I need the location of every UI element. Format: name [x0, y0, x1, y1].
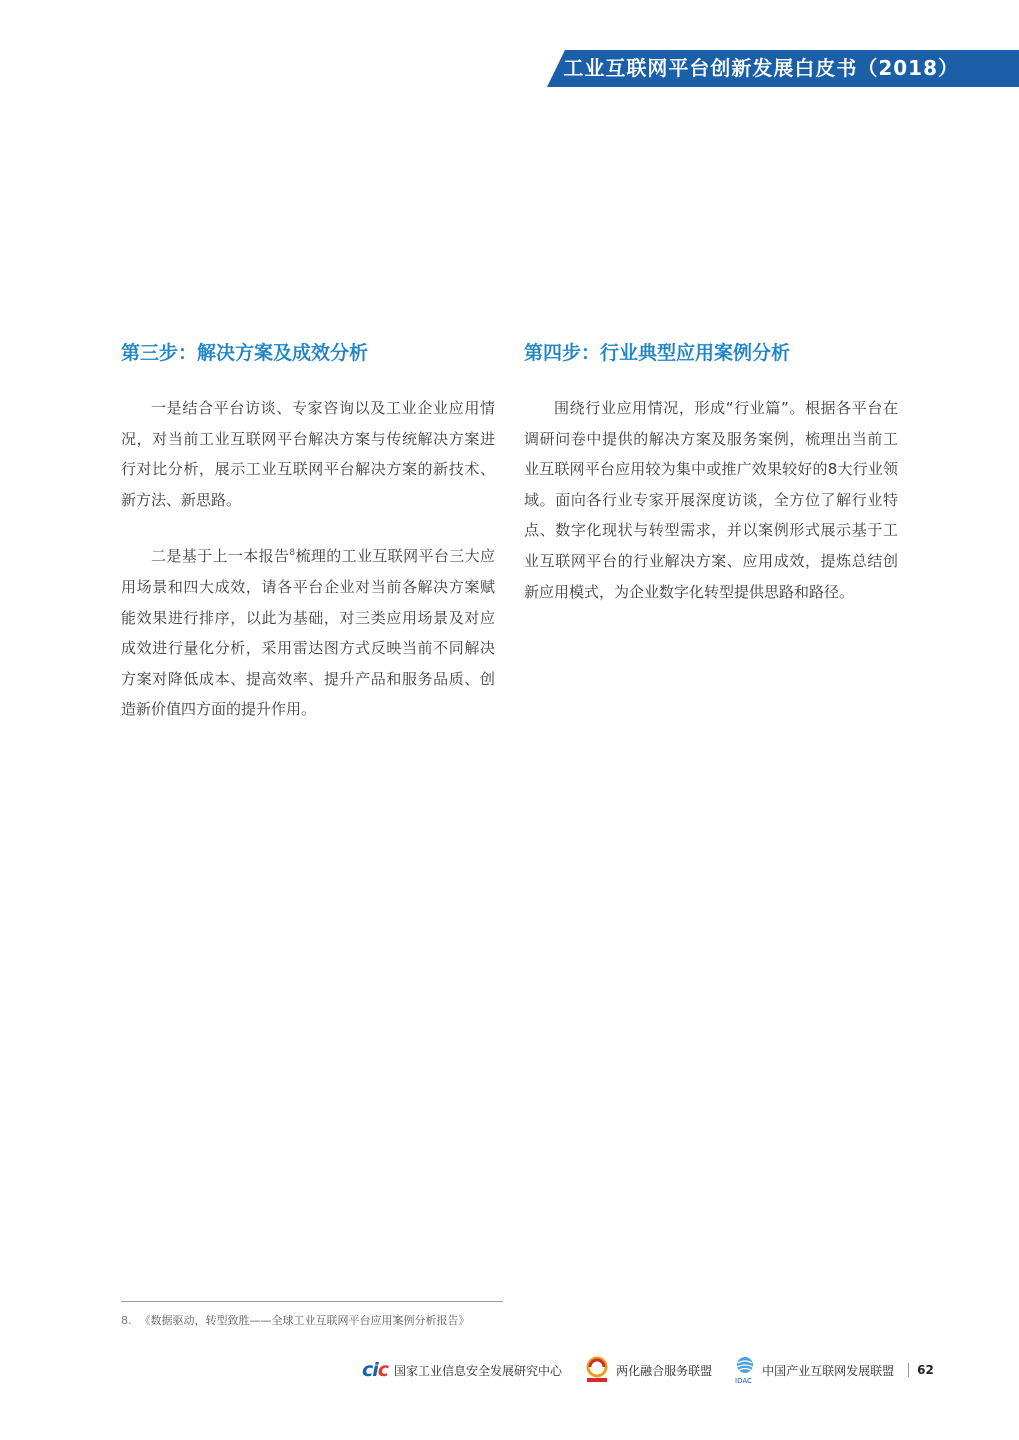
footer-separator	[908, 1363, 909, 1377]
org-name: 国家工业信息安全发展研究中心	[394, 1363, 563, 1378]
footnote-text: 《数据驱动，转型致胜——全球工业互联网平台应用案例分析报告》	[139, 1314, 470, 1327]
section-body-step3	[121, 393, 495, 725]
footer-org-csaim	[584, 1356, 712, 1384]
footer	[362, 1354, 934, 1386]
footer-org-cic	[362, 1359, 562, 1381]
org-name: 两化融合服务联盟	[616, 1363, 713, 1378]
cic-logo-icon: cic	[362, 1359, 389, 1381]
csaim-logo-icon	[584, 1356, 610, 1384]
footnote-reference[interactable]: 8	[289, 548, 296, 559]
footnote-divider	[121, 1301, 503, 1302]
paragraph	[121, 541, 495, 725]
footnote-number: 8.	[121, 1314, 132, 1327]
page-number: 62	[917, 1363, 934, 1377]
paragraph-text: 二是基于上一本报告	[151, 547, 290, 566]
org-name: 中国产业互联网发展联盟	[762, 1363, 895, 1378]
footnote	[121, 1312, 470, 1328]
paragraph: 围绕行业应用情况，形成“行业篇”。根据各平台在调研问卷中提供的解决方案及服务案例，梳理出当前工业互联网平台应用较为集中或推广效果较好的8大行业领域。面向各行业专家开展深度访谈，全方位了解行业特点、数字化现状与转型需求，并以案例形式展示基于工业互联网平台的行业解决方案、应用成效，提炼总结创新应用模式，为企业数字化转型提供思路和路径。	[524, 399, 898, 601]
section-body-step4	[524, 393, 898, 607]
section-heading-step3: 第三步：解决方案及成效分析	[121, 342, 369, 364]
footer-org-idac	[734, 1355, 894, 1385]
section-heading-step4: 第四步：行业典型应用案例分析	[524, 342, 791, 364]
paragraph-text: 梳理的工业互联网平台三大应用场景和四大成效，请各平台企业对当前各解决方案赋能效果进行排序，以此为基础，对三类应用场景及对应成效进行量化分析，采用雷达图方式反映当前不同解决方案对降低成本、提高效率、提升产品和服务品质、创造新价值四方面的提升作用。	[121, 547, 495, 719]
document-title: 工业互联网平台创新发展白皮书（2018）	[563, 56, 959, 80]
idac-logo-icon	[734, 1355, 756, 1385]
svg-text:IDAC: IDAC	[735, 1377, 752, 1385]
header-banner	[547, 50, 1019, 87]
paragraph: 一是结合平台访谈、专家咨询以及工业企业应用情况，对当前工业互联网平台解决方案与传统解决方案进行对比分析，展示工业互联网平台解决方案的新技术、新方法、新思路。	[121, 399, 495, 509]
